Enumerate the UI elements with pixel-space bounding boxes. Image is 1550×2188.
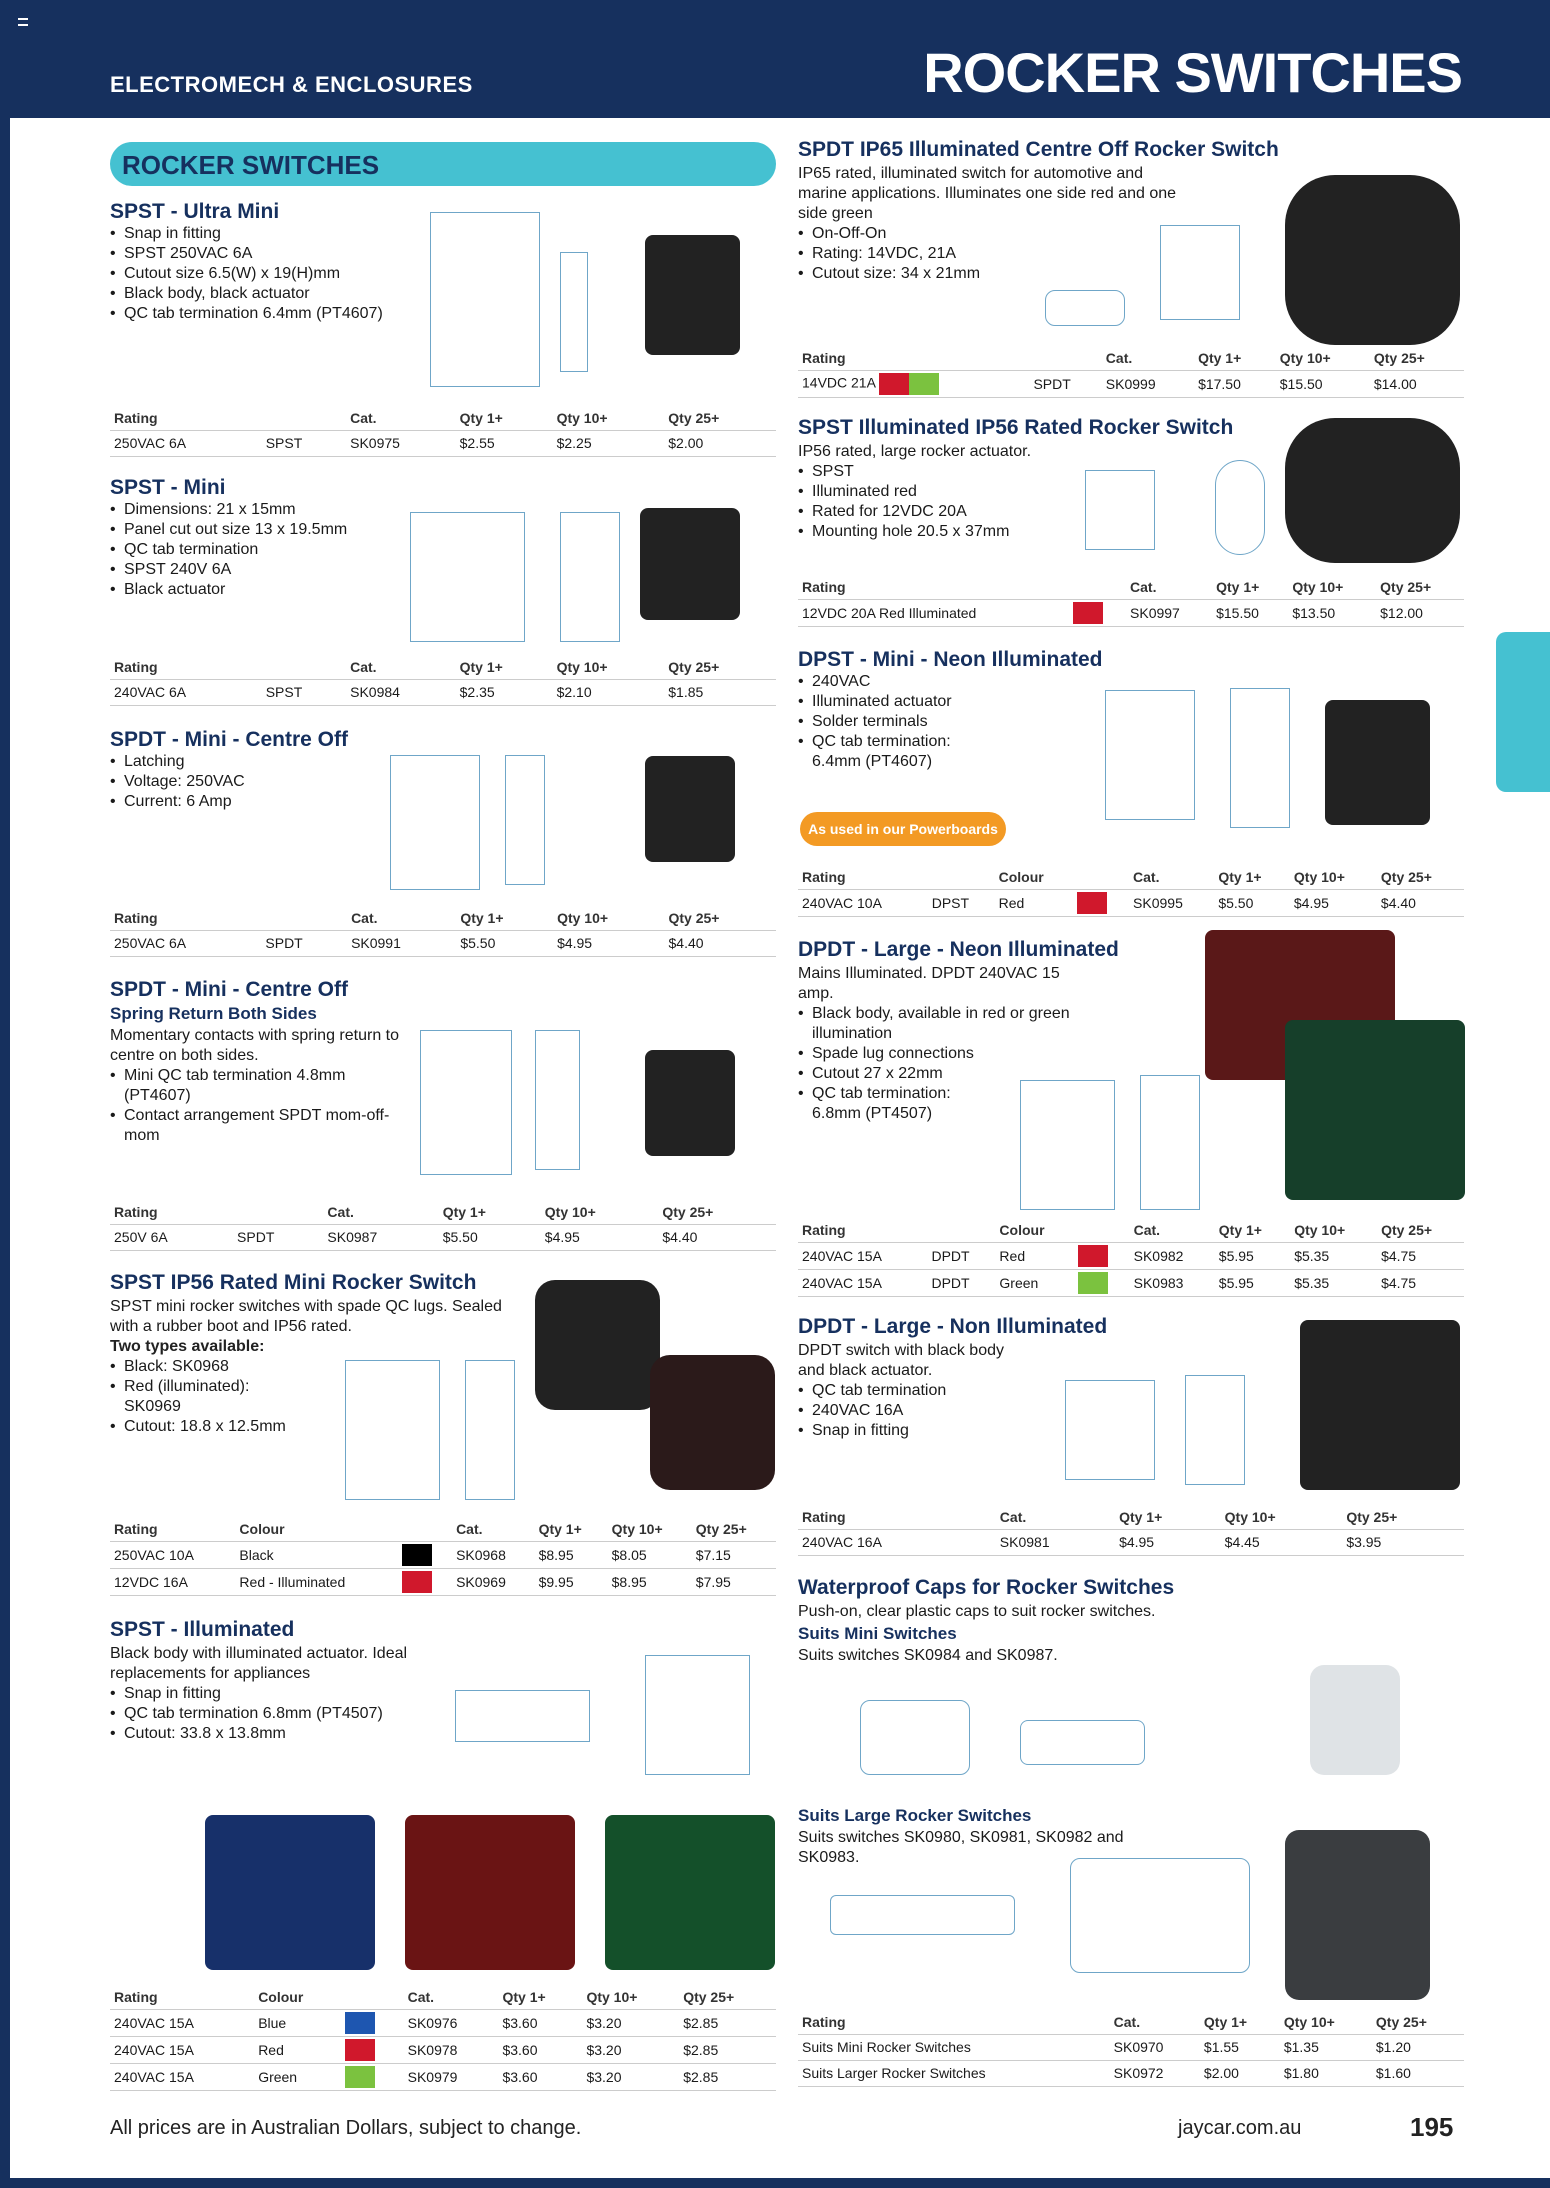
bullet: • 240VAC xyxy=(798,672,1218,692)
types-label: Two types available: xyxy=(110,1338,265,1355)
bullet: • On-Off-On xyxy=(798,224,1218,244)
bullet: • QC tab termination 6.8mm (PT4507) xyxy=(110,1704,420,1724)
table-row[interactable]: 240VAC 15A Green SK0979 $3.60 $3.20 $2.85 xyxy=(110,2063,776,2090)
product-description: IP56 rated, large rocker actuator. xyxy=(798,443,1032,460)
product-title: SPST - Ultra Mini xyxy=(110,200,280,223)
product-title: Waterproof Caps for Rocker Switches xyxy=(798,1576,1175,1599)
bullet: • SPST 240V 6A xyxy=(110,560,410,580)
table-row[interactable]: 240VAC 6A SPST SK0984 $2.35 $2.10 $1.85 xyxy=(110,679,776,705)
product-photo xyxy=(645,1050,735,1156)
bullet: • Contact arrangement SPDT mom-off-mom xyxy=(110,1106,410,1146)
product-photo-green xyxy=(1285,1020,1465,1200)
powerboards-badge: As used in our Powerboards xyxy=(800,812,1006,846)
dimension-diagram xyxy=(645,1655,750,1775)
product-spst-illuminated xyxy=(110,1618,420,1744)
bullet: • QC tab termination xyxy=(110,540,410,560)
dimension-diagram xyxy=(410,512,525,642)
bullet: • Dimensions: 21 x 15mm xyxy=(110,500,410,520)
product-waterproof-caps xyxy=(798,1576,1478,1666)
bullet: • Cutout size: 34 x 21mm xyxy=(798,264,1218,284)
product-description: Mains Illuminated. DPDT 240VAC 15 amp. xyxy=(798,965,1060,1002)
price-note: All prices are in Australian Dollars, subject to change. xyxy=(110,2117,582,2139)
bullet: • Illuminated actuator xyxy=(798,692,1218,712)
menu-icon[interactable] xyxy=(18,18,28,26)
bullet: • Cutout: 33.8 x 13.8mm xyxy=(110,1724,420,1744)
dimension-diagram xyxy=(1020,1080,1115,1210)
bullet: • QC tab termination: 6.4mm (PT4607) xyxy=(798,732,998,772)
product-subtitle: Suits Large Rocker Switches xyxy=(798,1806,1032,1825)
product-photo xyxy=(640,508,740,620)
product-photo xyxy=(1285,175,1460,345)
dimension-diagram xyxy=(1160,225,1240,320)
product-title: SPDT - Mini - Centre Off xyxy=(110,978,348,1001)
product-title: SPST IP56 Rated Mini Rocker Switch xyxy=(110,1271,477,1294)
colour-swatch xyxy=(879,373,909,395)
bullet: • Latching xyxy=(110,752,390,772)
bullet: • QC tab termination 6.4mm (PT4607) xyxy=(110,304,410,324)
price-table: Rating Cat. Qty 1+ Qty 10+ Qty 25+ 14VDC 21A SPDT SK0999 $17.50 $15.50 $14.00 xyxy=(798,346,1464,398)
bullet: • Snap in fitting xyxy=(110,1684,420,1704)
price-table: Rating Colour Cat. Qty 1+ Qty 10+ Qty 25+ 240VAC 15A Blue SK0976 $3.60 $3.20 $2.85 240VAC 15A Red SK0978 $3.60 $3.20 $2.85 240VAC 15A Green SK0979 $3.60 $3.20 $2.85 xyxy=(110,1985,776,2091)
side-tab[interactable] xyxy=(1496,632,1550,792)
product-title: DPDT - Large - Non Illuminated xyxy=(798,1315,1108,1338)
bullet: • Solder terminals xyxy=(798,712,1218,732)
table-row[interactable]: 250V 6A SPDT SK0987 $5.50 $4.95 $4.40 xyxy=(110,1224,776,1250)
price-table: Rating Colour Cat. Qty 1+ Qty 10+ Qty 25+ 240VAC 15A DPDT Red SK0982 $5.95 $5.35 $4.75 240VAC 15A DPDT Green SK0983 $5.95 $5.35 $4.75 xyxy=(798,1218,1464,1297)
dimension-diagram xyxy=(420,1030,512,1175)
bullet: • Mounting hole 20.5 x 37mm xyxy=(798,522,1218,542)
dimension-diagram xyxy=(1085,470,1155,550)
page-number: 195 xyxy=(1410,2112,1454,2142)
left-edge-bar xyxy=(0,118,10,2178)
product-dpdt-large-non-illuminated xyxy=(798,1315,1218,1441)
bullet: • Black body, black actuator xyxy=(110,284,410,304)
price-table: Rating Colour Cat. Qty 1+ Qty 10+ Qty 25+ 250VAC 10A Black SK0968 $8.95 $8.05 $7.15 12VDC 16A Red - Illuminated SK0969 $9.95 $8.95 $7.95 xyxy=(110,1517,776,1596)
product-photo-black xyxy=(535,1280,660,1410)
product-photo-green xyxy=(605,1815,775,1970)
table-row[interactable]: 240VAC 15A Red SK0978 $3.60 $3.20 $2.85 xyxy=(110,2036,776,2063)
bullet: • Voltage: 250VAC xyxy=(110,772,390,792)
section-heading: ROCKER SWITCHES xyxy=(110,142,776,186)
product-description: Suits switches SK0980, SK0981, SK0982 and SK0983. xyxy=(798,1829,1124,1866)
bullet: • Black actuator xyxy=(110,580,410,600)
colour-swatch xyxy=(402,1544,432,1566)
colour-swatch xyxy=(1077,892,1107,914)
table-row[interactable]: 240VAC 10A DPST Red SK0995 $5.50 $4.95 $4.40 xyxy=(798,889,1464,916)
product-spdt-ip65 xyxy=(798,138,1279,284)
product-spdt-mini-centre-off xyxy=(110,728,390,812)
bullet: • Black: SK0968 xyxy=(110,1357,530,1377)
product-spst-ip56 xyxy=(798,416,1234,542)
product-description: Black body with illuminated actuator. Ideal replacements for appliances xyxy=(110,1645,408,1682)
website-link[interactable]: jaycar.com.au xyxy=(1178,2117,1302,2139)
dimension-diagram xyxy=(1105,690,1195,820)
price-table: Rating Cat. Qty 1+ Qty 10+ Qty 25+ 250V 6A SPDT SK0987 $5.50 $4.95 $4.40 xyxy=(110,1200,776,1251)
table-row[interactable]: 250VAC 6A SPST SK0975 $2.55 $2.25 $2.00 xyxy=(110,430,776,456)
colour-swatch xyxy=(345,2066,375,2088)
table-row[interactable]: 14VDC 21A SPDT SK0999 $17.50 $15.50 $14.00 xyxy=(798,370,1464,397)
bullet: • SPST 250VAC 6A xyxy=(110,244,410,264)
product-photo-red xyxy=(405,1815,575,1970)
bullet: • Cutout size 6.5(W) x 19(H)mm xyxy=(110,264,410,284)
page-title: ROCKER SWITCHES xyxy=(923,41,1462,104)
product-description: IP65 rated, illuminated switch for automotive and marine applications. Illuminates one side red and one side green xyxy=(798,165,1177,222)
bullet: • Cutout 27 x 22mm xyxy=(798,1064,1218,1084)
bottom-bar xyxy=(0,2178,1550,2188)
colour-swatch xyxy=(1078,1272,1108,1294)
dimension-diagram xyxy=(830,1895,1015,1935)
dimension-diagram xyxy=(1140,1075,1200,1210)
table-row[interactable]: 240VAC 15A DPDT Green SK0983 $5.95 $5.35 $4.75 xyxy=(798,1269,1464,1296)
dimension-diagram xyxy=(1065,1380,1155,1480)
dimension-diagram xyxy=(505,755,545,885)
price-table: Rating Cat. Qty 1+ Qty 10+ Qty 25+ 12VDC 20A Red Illuminated SK0997 $15.50 $13.50 $12.00 xyxy=(798,575,1464,627)
product-title: SPDT - Mini - Centre Off xyxy=(110,728,348,751)
dimension-diagram xyxy=(345,1360,440,1500)
product-photo xyxy=(645,756,735,862)
dimension-diagram xyxy=(1185,1375,1245,1485)
bullet: • Cutout: 18.8 x 12.5mm xyxy=(110,1417,530,1437)
dimension-diagram xyxy=(1230,688,1290,828)
colour-swatch xyxy=(1073,602,1103,624)
dimension-diagram xyxy=(465,1360,515,1500)
bullet: • Rated for 12VDC 20A xyxy=(798,502,1218,522)
product-description: Push-on, clear plastic caps to suit rocker switches. xyxy=(798,1603,1156,1620)
dimension-diagram xyxy=(860,1700,970,1775)
table-row[interactable]: 12VDC 16A Red - Illuminated SK0969 $9.95 $8.95 $7.95 xyxy=(110,1568,776,1595)
dimension-diagram xyxy=(430,212,540,387)
bullet: • Rating: 14VDC, 21A xyxy=(798,244,1218,264)
product-subtitle: Spring Return Both Sides xyxy=(110,1004,317,1023)
table-row[interactable]: 250VAC 6A SPDT SK0991 $5.50 $4.95 $4.40 xyxy=(110,930,776,956)
product-description: DPDT switch with black body and black actuator. xyxy=(798,1342,1004,1379)
product-photo xyxy=(1325,700,1430,825)
product-photo-large-cap xyxy=(1285,1830,1430,2000)
bullet: • SPST xyxy=(798,462,1218,482)
product-photo xyxy=(1300,1320,1460,1490)
product-photo-blue xyxy=(205,1815,375,1970)
dimension-diagram xyxy=(560,512,620,642)
bullet: • Snap in fitting xyxy=(798,1421,1218,1441)
dimension-diagram xyxy=(390,755,480,890)
table-row[interactable]: 240VAC 15A Blue SK0976 $3.60 $3.20 $2.85 xyxy=(110,2009,776,2036)
dimension-diagram xyxy=(1215,460,1265,555)
bullet: • Snap in fitting xyxy=(110,224,410,244)
table-row[interactable]: 240VAC 15A DPDT Red SK0982 $5.95 $5.35 $4.75 xyxy=(798,1242,1464,1269)
dimension-diagram xyxy=(1070,1858,1250,1973)
product-title: SPST Illuminated IP56 Rated Rocker Switch xyxy=(798,416,1234,439)
bullet: • QC tab termination xyxy=(798,1381,1218,1401)
table-row[interactable]: 12VDC 20A Red Illuminated SK0997 $15.50 $13.50 $12.00 xyxy=(798,599,1464,626)
bullet: • Panel cut out size 13 x 19.5mm xyxy=(110,520,410,540)
product-title: SPST - Illuminated xyxy=(110,1618,295,1641)
section-name: ELECTROMECH & ENCLOSURES xyxy=(110,72,473,97)
product-photo xyxy=(645,235,740,355)
product-title: SPST - Mini xyxy=(110,476,226,499)
price-table: Rating Cat. Qty 1+ Qty 10+ Qty 25+ Suits Mini Rocker Switches SK0970 $1.55 $1.35 $1.20 Suits Larger Rocker Switches SK0972 $2.00 $1.80 $1.60 xyxy=(798,2010,1464,2087)
colour-swatch xyxy=(402,1571,432,1593)
table-row[interactable]: 240VAC 16A SK0981 $4.95 $4.45 $3.95 xyxy=(798,1529,1464,1555)
product-subtitle: Suits Mini Switches xyxy=(798,1624,957,1643)
product-title: DPDT - Large - Neon Illuminated xyxy=(798,938,1119,961)
bullet: • QC tab termination: 6.8mm (PT4507) xyxy=(798,1084,998,1124)
product-spst-mini xyxy=(110,476,410,600)
colour-swatch xyxy=(345,2039,375,2061)
dimension-diagram xyxy=(1020,1720,1145,1765)
bullet: • Current: 6 Amp xyxy=(110,792,390,812)
product-photo-mini-cap xyxy=(1310,1665,1400,1775)
product-description: Momentary contacts with spring return to centre on both sides. xyxy=(110,1027,400,1064)
product-spdt-mini-spring-return xyxy=(110,978,410,1146)
bullet: • Black body, available in red or green illumination xyxy=(798,1004,1098,1044)
colour-swatch xyxy=(1078,1245,1108,1267)
price-table: Rating Cat. Qty 1+ Qty 10+ Qty 25+ 240VAC 16A SK0981 $4.95 $4.45 $3.95 xyxy=(798,1505,1464,1556)
bullet: • Spade lug connections xyxy=(798,1044,1218,1064)
dimension-diagram xyxy=(455,1690,590,1742)
price-table: Rating Cat. Qty 1+ Qty 10+ Qty 25+ 240VAC 6A SPST SK0984 $2.35 $2.10 $1.85 xyxy=(110,655,776,706)
table-row[interactable]: 250VAC 10A Black SK0968 $8.95 $8.05 $7.15 xyxy=(110,1541,776,1568)
colour-swatch xyxy=(909,373,939,395)
product-photo-red xyxy=(650,1355,775,1490)
product-title: SPDT IP65 Illuminated Centre Off Rocker Switch xyxy=(798,138,1279,161)
price-table: Rating Cat. Qty 1+ Qty 10+ Qty 25+ 250VAC 6A SPST SK0975 $2.55 $2.25 $2.00 xyxy=(110,406,776,457)
bullet: • Mini QC tab termination 4.8mm (PT4607) xyxy=(110,1066,410,1106)
product-title: DPST - Mini - Neon Illuminated xyxy=(798,648,1103,671)
colour-swatch xyxy=(345,2012,375,2034)
dimension-diagram xyxy=(1045,290,1125,326)
bullet: • 240VAC 16A xyxy=(798,1401,1218,1421)
product-description: SPST mini rocker switches with spade QC lugs. Sealed with a rubber boot and IP56 rated. xyxy=(110,1298,502,1335)
page-header xyxy=(0,0,1550,118)
table-row[interactable]: Suits Mini Rocker Switches SK0970 $1.55 $1.35 $1.20 xyxy=(798,2034,1464,2060)
product-description: Suits switches SK0984 and SK0987. xyxy=(798,1647,1058,1664)
price-table: Rating Colour Cat. Qty 1+ Qty 10+ Qty 25+ 240VAC 10A DPST Red SK0995 $5.50 $4.95 $4.40 xyxy=(798,865,1464,917)
bullet: • Illuminated red xyxy=(798,482,1218,502)
price-table: Rating Cat. Qty 1+ Qty 10+ Qty 25+ 250VAC 6A SPDT SK0991 $5.50 $4.95 $4.40 xyxy=(110,906,776,957)
product-photo xyxy=(1285,418,1460,563)
table-row[interactable]: Suits Larger Rocker Switches SK0972 $2.00 $1.80 $1.60 xyxy=(798,2060,1464,2086)
dimension-diagram xyxy=(535,1030,580,1170)
dimension-diagram xyxy=(560,252,588,372)
product-spst-ultra-mini xyxy=(110,200,410,324)
bullet: • Red (illuminated): SK0969 xyxy=(110,1377,290,1417)
